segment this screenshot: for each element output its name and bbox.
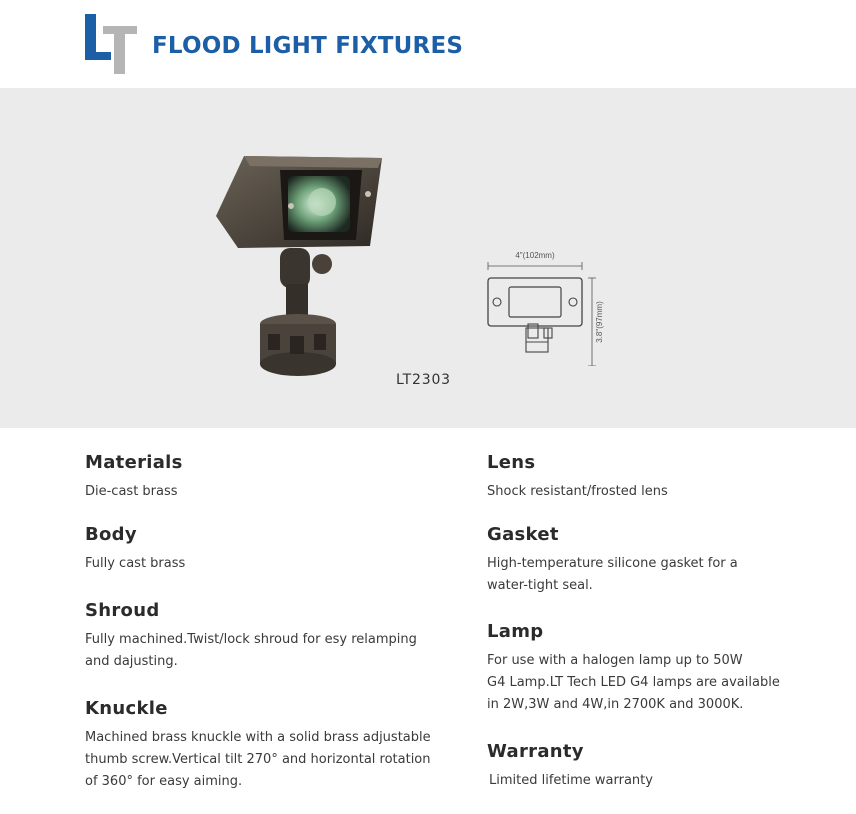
spec-text <box>487 650 847 716</box>
spec-line: in 2W,3W and 4W,in 2700K and 3000K. <box>487 697 744 712</box>
spec-line: thumb screw.Vertical tilt 270° and horizontal rotation <box>85 752 431 767</box>
spec-warranty <box>487 741 847 792</box>
spec-text: Shock resistant/frosted lens <box>487 484 668 499</box>
flood-light-product-image <box>210 148 390 388</box>
dimension-height-label: 3.8"(97mm) <box>595 301 604 343</box>
spec-lamp <box>487 621 847 716</box>
spec-body <box>85 524 445 575</box>
spec-shroud <box>85 600 445 673</box>
spec-text: Limited lifetime warranty <box>489 773 653 788</box>
spec-line: Machined brass knuckle with a solid brass adjustable <box>85 730 431 745</box>
spec-heading: Warranty <box>487 741 584 762</box>
product-hero <box>0 88 856 428</box>
dimension-width-label: 4"(102mm) <box>515 251 555 260</box>
spec-gasket <box>487 524 847 597</box>
spec-heading: Gasket <box>487 524 559 545</box>
spec-line: Fully machined.Twist/lock shroud for esy relamping <box>85 632 417 647</box>
spec-text <box>487 553 847 597</box>
spec-heading: Knuckle <box>85 698 168 719</box>
spec-materials <box>85 452 445 503</box>
lt-logo <box>85 14 139 76</box>
spec-text: Fully cast brass <box>85 556 186 571</box>
spec-text <box>85 727 445 793</box>
dimension-drawing <box>478 246 618 366</box>
spec-heading: Lamp <box>487 621 544 642</box>
spec-text <box>85 629 445 673</box>
spec-knuckle <box>85 698 445 793</box>
spec-line: of 360° for easy aiming. <box>85 774 243 789</box>
spec-line: For use with a halogen lamp up to 50W <box>487 653 743 668</box>
spec-text: Die-cast brass <box>85 484 178 499</box>
spec-heading: Shroud <box>85 600 160 621</box>
spec-line: G4 Lamp.LT Tech LED G4 lamps are available <box>487 675 780 690</box>
page-title: FLOOD LIGHT FIXTURES <box>152 33 464 59</box>
spec-line: High-temperature silicone gasket for a <box>487 556 738 571</box>
spec-lens <box>487 452 847 503</box>
spec-line: and dajusting. <box>85 654 178 669</box>
spec-line: water-tight seal. <box>487 578 593 593</box>
spec-heading: Body <box>85 524 137 545</box>
spec-heading: Materials <box>85 452 183 473</box>
page-header <box>0 0 856 88</box>
spec-heading: Lens <box>487 452 536 473</box>
model-number: LT2303 <box>396 372 451 388</box>
